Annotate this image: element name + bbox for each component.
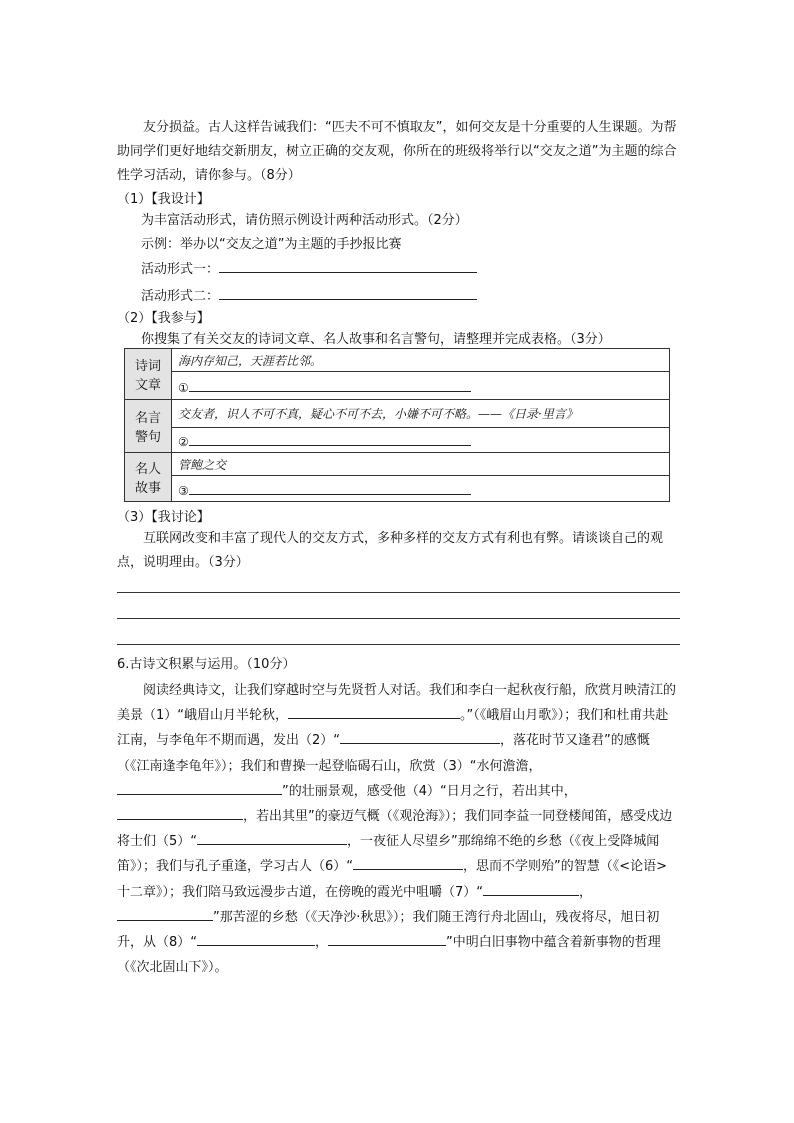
q6-blank-8a[interactable] [197,931,315,946]
activity-form-2-label: 活动形式二： [141,289,220,304]
table-cell-quote-answer[interactable]: ② [172,428,670,453]
table-cell-poem-answer[interactable]: ① [172,372,670,400]
intro-paragraph: 友分损益。古人这样告诫我们：“匹夫不可不慎取友”，如何交友是十分重要的人生课题。为帮助同学们更好地结交新朋友，树立正确的交友观，你所在的班级将举行以“交友之道”为主题的综合性学习活动，请你参与。（8分） [117,120,677,183]
q6-blank-7b[interactable] [117,906,213,921]
part1-instruction: 为丰富活动形式，请仿照示例设计两种活动形式。（2分） [141,213,468,228]
table-label-quotes: 名言 警句 [125,400,172,453]
part1-heading: （1）【我设计】 [117,192,210,207]
part3-text: 互联网改变和丰富了现代人的交友方式，多种多样的交友方式有利也有弊。请谈谈自己的观点，说明理由。（3分） [117,531,664,570]
activity-form-2-blank[interactable] [219,285,477,300]
q6-blank-7a[interactable] [483,881,579,896]
q6-blank-6[interactable] [353,855,463,870]
part3-heading: （3）【我讨论】 [117,510,210,525]
collection-table [124,348,670,502]
answer-line-2[interactable] [117,618,680,619]
q6-blank-8b[interactable] [328,931,446,946]
table-blank-2[interactable] [189,431,471,446]
activity-form-1 [141,258,477,277]
part1-example: 示例：举办以“交友之道”为主题的手抄报比赛 [141,237,402,252]
table-cell-poem-example: 海内存知己，天涯若比邻。 [172,349,670,372]
q6-blank-2[interactable] [340,729,500,744]
q6-blank-5[interactable] [197,830,347,845]
q6-blank-3[interactable] [117,780,282,795]
table-label-poems: 诗词 文章 [125,349,172,400]
q6-title: 6.古诗文积累与运用。（10分） [117,657,296,672]
table-blank-3[interactable] [189,480,471,495]
answer-line-1[interactable] [117,592,680,593]
q6-blank-4[interactable] [117,805,243,820]
table-cell-quote-example: 交友者，识人不可不真，疑心不可不去，小嫌不可不略。——《日录·里言》 [172,400,670,428]
part2-heading: （2）【我参与】 [117,311,210,326]
activity-form-1-blank[interactable] [219,258,477,273]
activity-form-2 [141,285,477,304]
q6-paragraph: 阅读经典诗文，让我们穿越时空与先贤哲人对话。我们和李白一起秋夜行船，欣赏月映清江的美景（1）“峨眉山月半轮秋， 。”（《峨眉山月歌》）；我们和杜甫共赴江南，与李龟年不期而遇，发出（2）“ ，落花时节又逢君”的感慨（《江南逢李龟年》）；我们和曹操一起登临碣石山，欣赏（3）“水何澹澹，”的壮丽景观，感受他（4）“日月之行，若出其中，，若出其里”的豪迈气概（《观沧海》）；我们同李益一同登楼闻笛，感受戍边将士们（5）“ ，一夜征人尽望乡”那绵绵不绝的乡愁（《夜上受降城闻笛》）；我们与孔子重逢，学习古人（6）“ ，思而不学则殆”的智慧（《<论语>十二章》）；我们陪马致远漫步古道，在傍晚的霞光中咀嚼（7）“ ，”那苦涩的乡愁（《天净沙·秋思》）；我们随王湾行舟北固山，残夜将尽，旭日初升，从（8）“ ， ”中明白旧事物中蕴含着新事物的哲理（《次北固山下》）。 [117,683,677,976]
answer-line-3[interactable] [117,644,680,645]
activity-form-1-label: 活动形式一： [141,262,220,277]
table-label-stories: 名人 故事 [125,453,172,502]
part2-instruction: 你搜集了有关交友的诗词文章、名人故事和名言警句，请整理并完成表格。（3分） [141,332,611,347]
q6-blank-1[interactable] [288,704,460,719]
table-blank-1[interactable] [189,377,471,392]
table-cell-story-answer[interactable]: ③ [172,476,670,502]
table-cell-story-example: 管鲍之交 [172,453,670,476]
